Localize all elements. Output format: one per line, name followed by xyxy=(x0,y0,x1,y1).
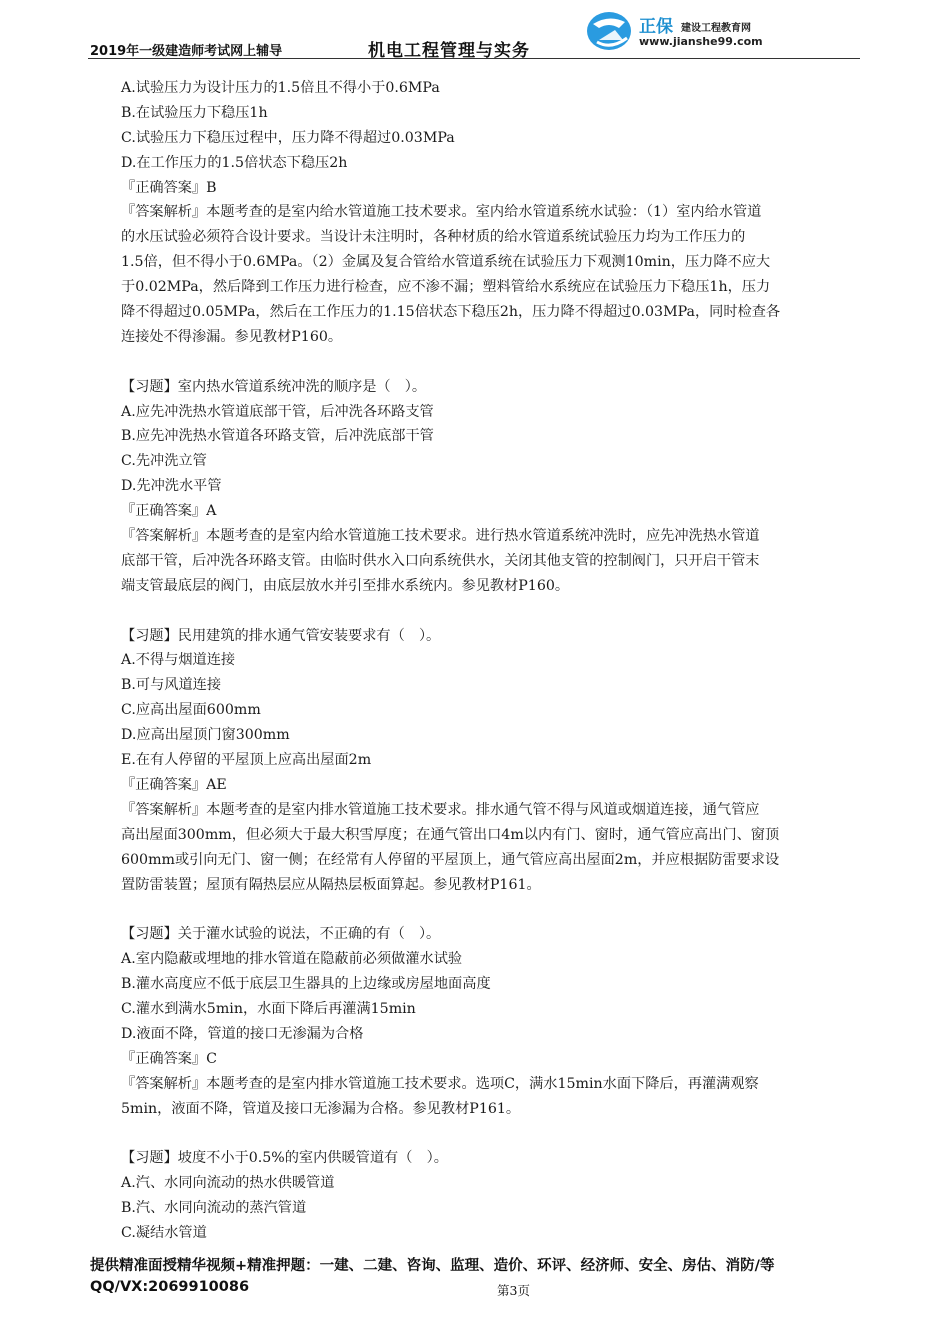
text-line: 1.5倍，但不得小于0.6MPa。（2）金属及复合管给水管道系统在试验压力下观测10min，压力降不应大 xyxy=(121,254,771,271)
text-line: 连接处不得渗漏。参见教材P160。 xyxy=(121,328,343,345)
footer-promo-text: 提供精准面授精华视频+精准押题：一建、二建、咨询、监理、造价、环评、经济师、安全、房估、消防/等 xyxy=(90,1258,775,1274)
text-line: 高出屋面300mm，但必须大于最大积雪厚度；在通气管出口4m以内有门、窗时，通气管应高出门、窗顶 xyxy=(121,826,780,843)
text-line: 降不得超过0.05MPa，然后在工作压力的1.15倍状态下稳压2h，压力降不得超过0.03MPa，同时检查各 xyxy=(121,304,781,321)
text-line: 的水压试验必须符合设计要求。当设计未注明时，各种材质的给水管道系统试验压力均为工作压力的 xyxy=(121,229,746,246)
text-line: B.灌水高度应不低于底层卫生器具的上边缘或房屋地面高度 xyxy=(121,976,491,993)
text-line: 『答案解析』本题考查的是室内排水管道施工技术要求。选项C，满水15min水面下降后，再灌满观察 xyxy=(121,1075,759,1092)
text-line: 『答案解析』本题考查的是室内排水管道施工技术要求。排水通气管不得与风道或烟道连接，通气管应 xyxy=(121,801,760,818)
text-line: 端支管最底层的阀门，由底层放水并引至排水系统内。参见教材P160。 xyxy=(121,577,570,594)
text-line: D.液面不降，管道的接口无渗漏为合格 xyxy=(121,1025,364,1042)
text-line: 『正确答案』C xyxy=(121,1050,217,1067)
logo-subtitle: 建设工程教育网 xyxy=(681,23,751,34)
text-line: A.试验压力为设计压力的1.5倍且不得小于0.6MPa xyxy=(121,80,440,96)
text-line: C.先冲洗立管 xyxy=(121,453,207,470)
text-line: C.凝结水管道 xyxy=(121,1224,207,1241)
site-logo[interactable] xyxy=(585,8,860,58)
text-line: 【习题】关于灌水试验的说法，不正确的有（ ）。 xyxy=(121,926,441,943)
text-line: C.灌水到满水5min，水面下降后再灌满15min xyxy=(121,1000,416,1017)
text-line: 600mm或引向无门、窗一侧；在经常有人停留的平屋顶上，通气管应高出屋面2m，并应根据防雷要求设 xyxy=(121,851,780,868)
text-line: A.应先冲洗热水管道底部干管，后冲洗各环路支管 xyxy=(121,403,434,420)
page-number: 第3页 xyxy=(497,1283,530,1298)
text-line: 『正确答案』AE xyxy=(121,776,227,793)
text-line: 『答案解析』本题考查的是室内给水管道施工技术要求。进行热水管道系统冲洗时，应先冲洗热水管道 xyxy=(121,528,760,545)
text-line: 底部干管，后冲洗各环路支管。由临时供水入口向系统供水，关闭其他支管的控制阀门，只开启干管末 xyxy=(121,552,760,569)
text-line: A.室内隐蔽或埋地的排水管道在隐蔽前必须做灌水试验 xyxy=(121,951,463,968)
blank-line xyxy=(121,599,866,624)
text-line: E.在有人停留的平屋顶上应高出屋面2m xyxy=(121,752,372,769)
text-line: A.汽、水同向流动的热水供暖管道 xyxy=(121,1175,335,1192)
text-line: 于0.02MPa，然后降到工作压力进行检查，应不渗不漏；塑料管给水系统应在试验压力下稳压1h，压力 xyxy=(121,279,771,296)
text-line: 【习题】民用建筑的排水通气管安装要求有（ ）。 xyxy=(121,627,441,644)
blank-line xyxy=(121,1121,866,1146)
logo-url[interactable]: www.jianshe99.com xyxy=(639,35,763,48)
text-line: 『答案解析』本题考查的是室内给水管道施工技术要求。室内给水管道系统水试验：（1）室内给水管道 xyxy=(121,204,762,221)
text-line: A.不得与烟道连接 xyxy=(121,652,236,669)
header-subject-title: 机电工程管理与实务 xyxy=(368,41,530,61)
logo-swirl-icon xyxy=(585,10,635,52)
blank-line xyxy=(121,897,866,922)
text-line: 【习题】室内热水管道系统冲洗的顺序是（ ）。 xyxy=(121,378,427,395)
text-line: D.应高出屋顶门窗300mm xyxy=(121,727,290,744)
text-line: C.试验压力下稳压过程中，压力降不得超过0.03MPa xyxy=(121,129,455,146)
footer-contact: QQ/VX:2069910086 xyxy=(90,1279,250,1295)
text-line: 置防雷装置；屋顶有隔热层应从隔热层板面算起。参见教材P161。 xyxy=(121,876,541,893)
text-line: C.应高出屋面600mm xyxy=(121,702,261,719)
text-line: 5min，液面不降，管道及接口无渗漏为合格。参见教材P161。 xyxy=(121,1100,521,1117)
text-line: 『正确答案』A xyxy=(121,503,217,520)
blank-line xyxy=(121,350,866,375)
logo-brand: 正保 xyxy=(639,17,673,37)
header-exam-title: 2019年一级建造师考试网上辅导 xyxy=(90,44,283,59)
text-line: 『正确答案』B xyxy=(121,179,217,196)
text-line: D.先冲洗水平管 xyxy=(121,478,222,495)
text-line: B.在试验压力下稳压1h xyxy=(121,104,268,121)
header-divider xyxy=(88,58,860,59)
text-line: D.在工作压力的1.5倍状态下稳压2h xyxy=(121,154,348,171)
text-line: 【习题】坡度不小于0.5%的室内供暖管道有（ ）。 xyxy=(121,1150,448,1167)
text-line: B.应先冲洗热水管道各环路支管，后冲洗底部干管 xyxy=(121,428,434,445)
document-body xyxy=(121,76,866,1246)
text-line: B.汽、水同向流动的蒸汽管道 xyxy=(121,1200,307,1217)
text-line: B.可与风道连接 xyxy=(121,677,222,694)
